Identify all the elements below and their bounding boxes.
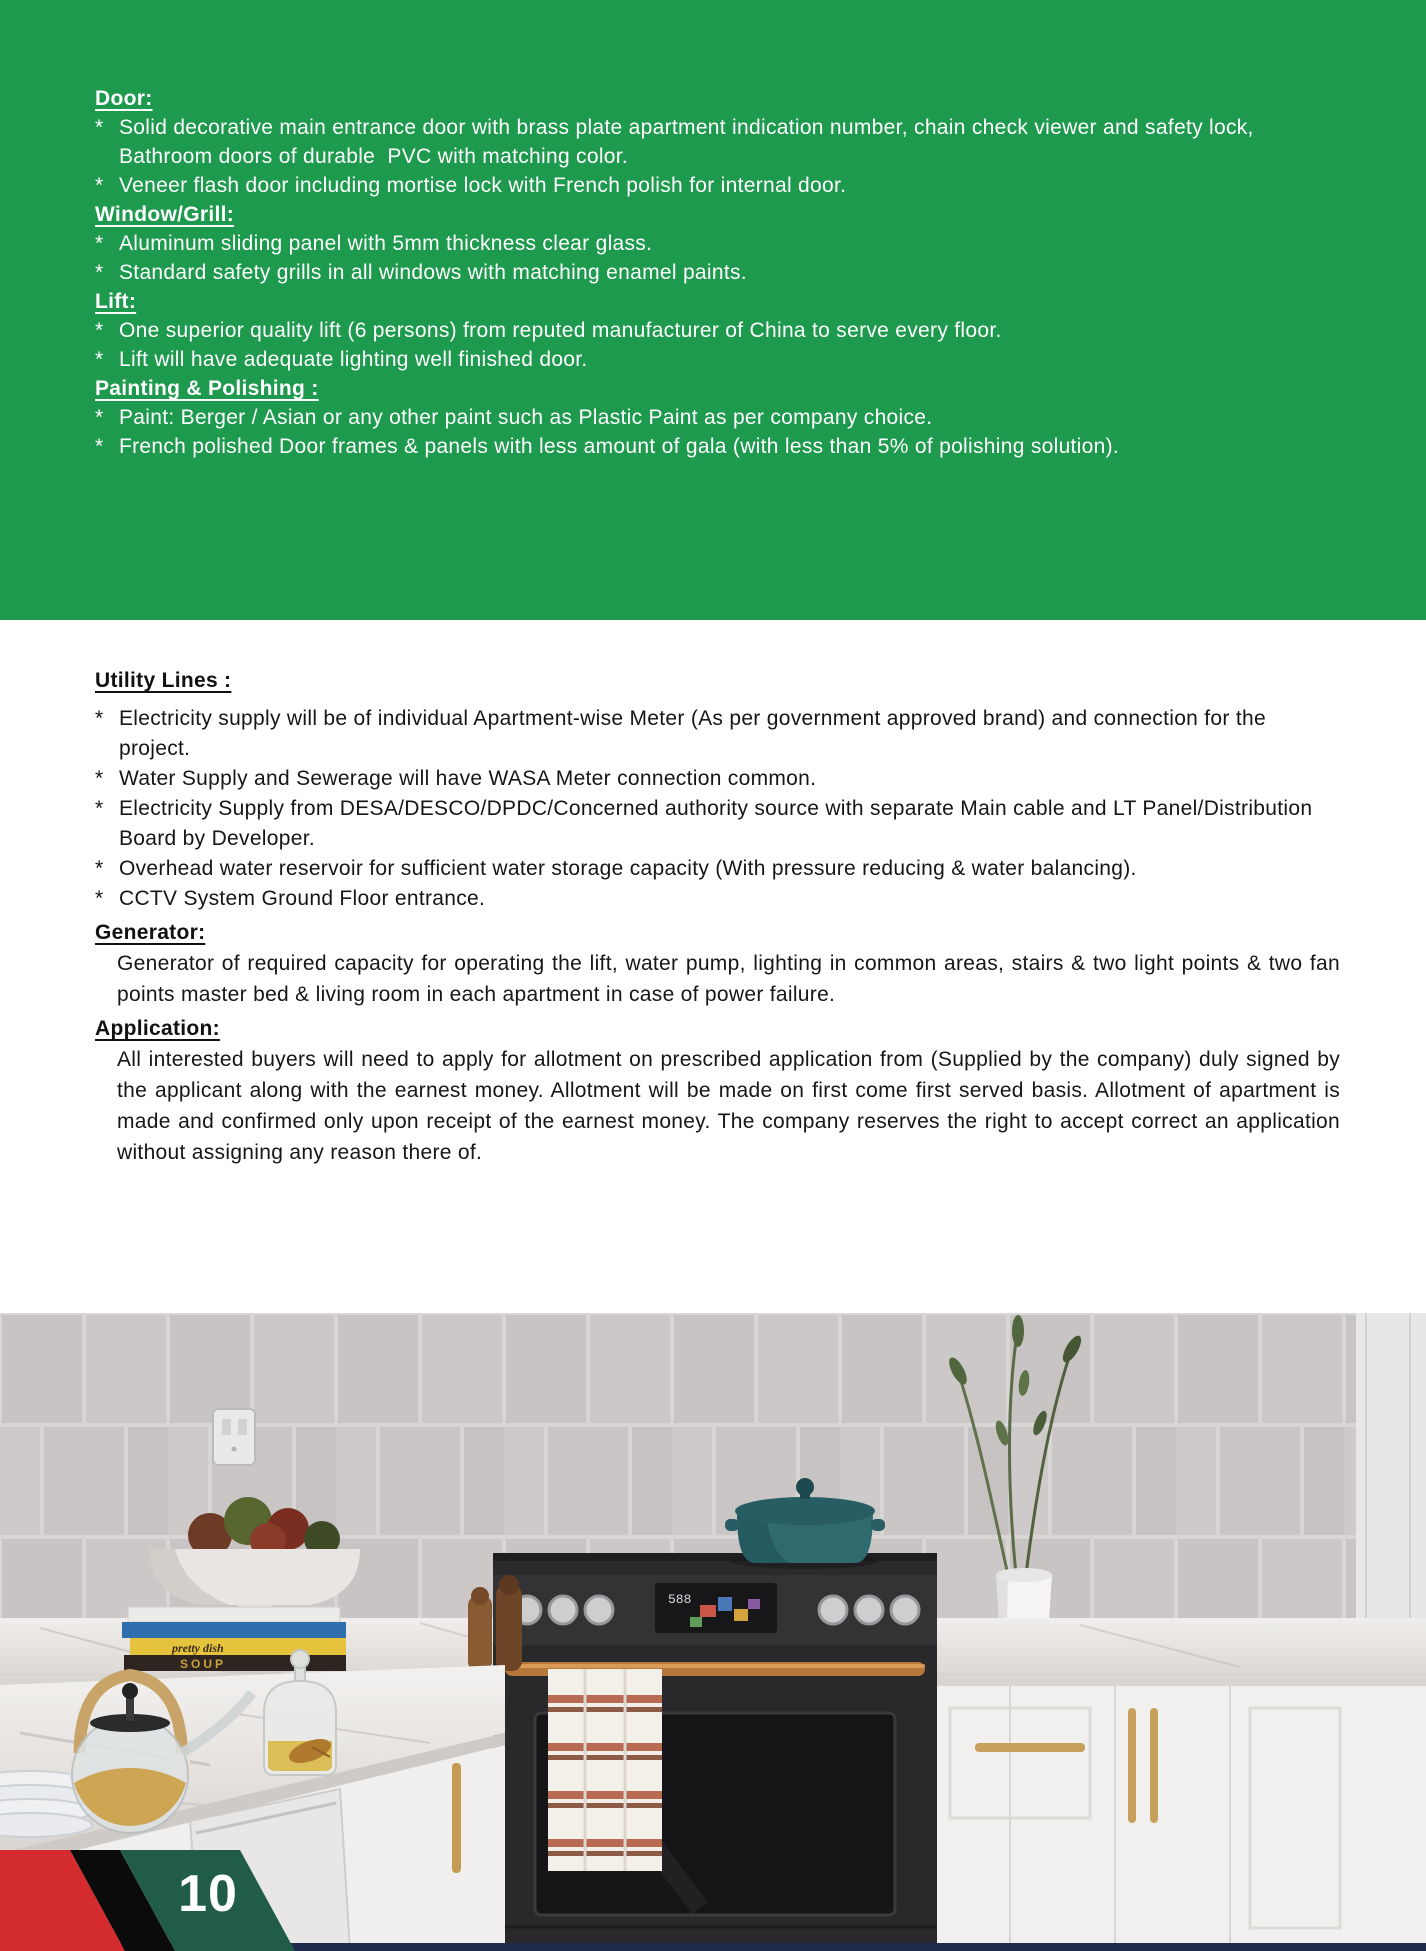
bullet-text: Aluminum sliding panel with 5mm thickness clear glass. — [119, 232, 653, 255]
bullet-text: Electricity Supply from DESA/DESCO/DPDC/Concerned authority source with separate Main cable and LT Panel/Distribution Board by Developer. — [119, 797, 1319, 850]
spec-bullet — [95, 229, 1340, 258]
range-stove — [493, 1553, 937, 1951]
spec-bullet — [95, 432, 1340, 461]
spec-bullet — [95, 171, 1340, 200]
spec-bullet — [95, 113, 1340, 171]
heading-lift: Lift: — [95, 290, 137, 313]
bullet-asterisk: * — [95, 174, 104, 197]
spec-bullet — [95, 258, 1340, 287]
bullet-text: Paint: Berger / Asian or any other paint such as Plastic Paint as per company choice. — [119, 406, 933, 429]
bullet-text: Water Supply and Sewerage will have WASA Meter connection common. — [119, 767, 817, 790]
bullet-asterisk: * — [95, 348, 104, 371]
bullet-asterisk: * — [95, 767, 104, 790]
bullet-text: Electricity supply will be of individual Apartment-wise Meter (As per government approved brand) and connection for the project. — [119, 707, 1273, 760]
bullet-asterisk: * — [95, 116, 104, 139]
bullet-text: Solid decorative main entrance door with brass plate apartment indication number, chain check viewer and safety lock, Bathroom doors of durable PVC with matching color. — [119, 116, 1260, 168]
bullet-text: Standard safety grills in all windows with matching enamel paints. — [119, 261, 747, 284]
generator-paragraph: Generator of required capacity for operating the lift, water pump, lighting in common areas, stairs & two light points & two fan points master bed & living room in each apartment in case of power failure. — [117, 952, 1340, 1006]
bullet-asterisk: * — [95, 797, 104, 820]
brass-cabinet-handle — [452, 1763, 461, 1873]
bullet-asterisk: * — [95, 435, 104, 458]
oven-display-readout: 588 — [668, 1592, 692, 1607]
wall-outlet — [213, 1409, 255, 1465]
spec-bullet — [95, 316, 1340, 345]
spec-bullet — [95, 345, 1340, 374]
bullet-asterisk: * — [95, 887, 104, 910]
page-number: 10 — [178, 1865, 238, 1923]
bullet-text: CCTV System Ground Floor entrance. — [119, 887, 486, 910]
specs-white-section — [0, 620, 1426, 1313]
heading-window-grill: Window/Grill: — [95, 203, 235, 226]
bullet-text: Lift will have adequate lighting well finished door. — [119, 348, 588, 371]
heading-painting-polishing: Painting & Polishing : — [95, 377, 319, 400]
book-title: SOUP — [180, 1657, 227, 1671]
bullet-asterisk: * — [95, 857, 104, 880]
book-title: pretty dish — [172, 1641, 224, 1655]
bullet-asterisk: * — [95, 406, 104, 429]
bullet-text: French polished Door frames & panels with less amount of gala (with less than 5% of polishing solution). — [119, 435, 1120, 458]
brass-drawer-pull — [975, 1743, 1085, 1752]
application-paragraph: All interested buyers will need to apply for allotment on prescribed application from (Supplied by the company) duly signed by the applicant along with the earnest money. Allotment will be made on first come first served basis. Allotment of apartment is made and confirmed only upon receipt of the earnest money. The company reserves the right to accept correct an application without assigning any reason there of. — [117, 1048, 1340, 1164]
specs-green-section — [0, 0, 1426, 620]
spec-bullet — [95, 764, 1340, 794]
striped-towel — [548, 1669, 662, 1871]
bullet-asterisk: * — [95, 319, 104, 342]
bullet-asterisk: * — [95, 232, 104, 255]
spec-bullet — [95, 854, 1340, 884]
heading-application: Application: — [95, 1017, 220, 1040]
spec-bullet — [95, 704, 1340, 764]
spec-bullet — [95, 884, 1340, 914]
page-number-badge — [0, 1850, 320, 1951]
heading-generator: Generator: — [95, 921, 206, 944]
bullet-text: Veneer flash door including mortise lock with French polish for internal door. — [119, 174, 847, 197]
spec-bullet — [95, 403, 1340, 432]
cookbook-stack — [122, 1607, 346, 1671]
bullet-asterisk: * — [95, 707, 104, 730]
heading-utility-lines: Utility Lines : — [95, 669, 232, 692]
spec-bullet — [95, 794, 1340, 854]
bullet-text: Overhead water reservoir for sufficient water storage capacity (With pressure reducing & water balancing). — [119, 857, 1137, 880]
bullet-asterisk: * — [95, 261, 104, 284]
brass-cabinet-handle — [1150, 1708, 1158, 1823]
brass-cabinet-handle — [1128, 1708, 1136, 1823]
bullet-text: One superior quality lift (6 persons) from reputed manufacturer of China to serve every floor. — [119, 319, 1002, 342]
heading-door: Door: — [95, 87, 153, 110]
